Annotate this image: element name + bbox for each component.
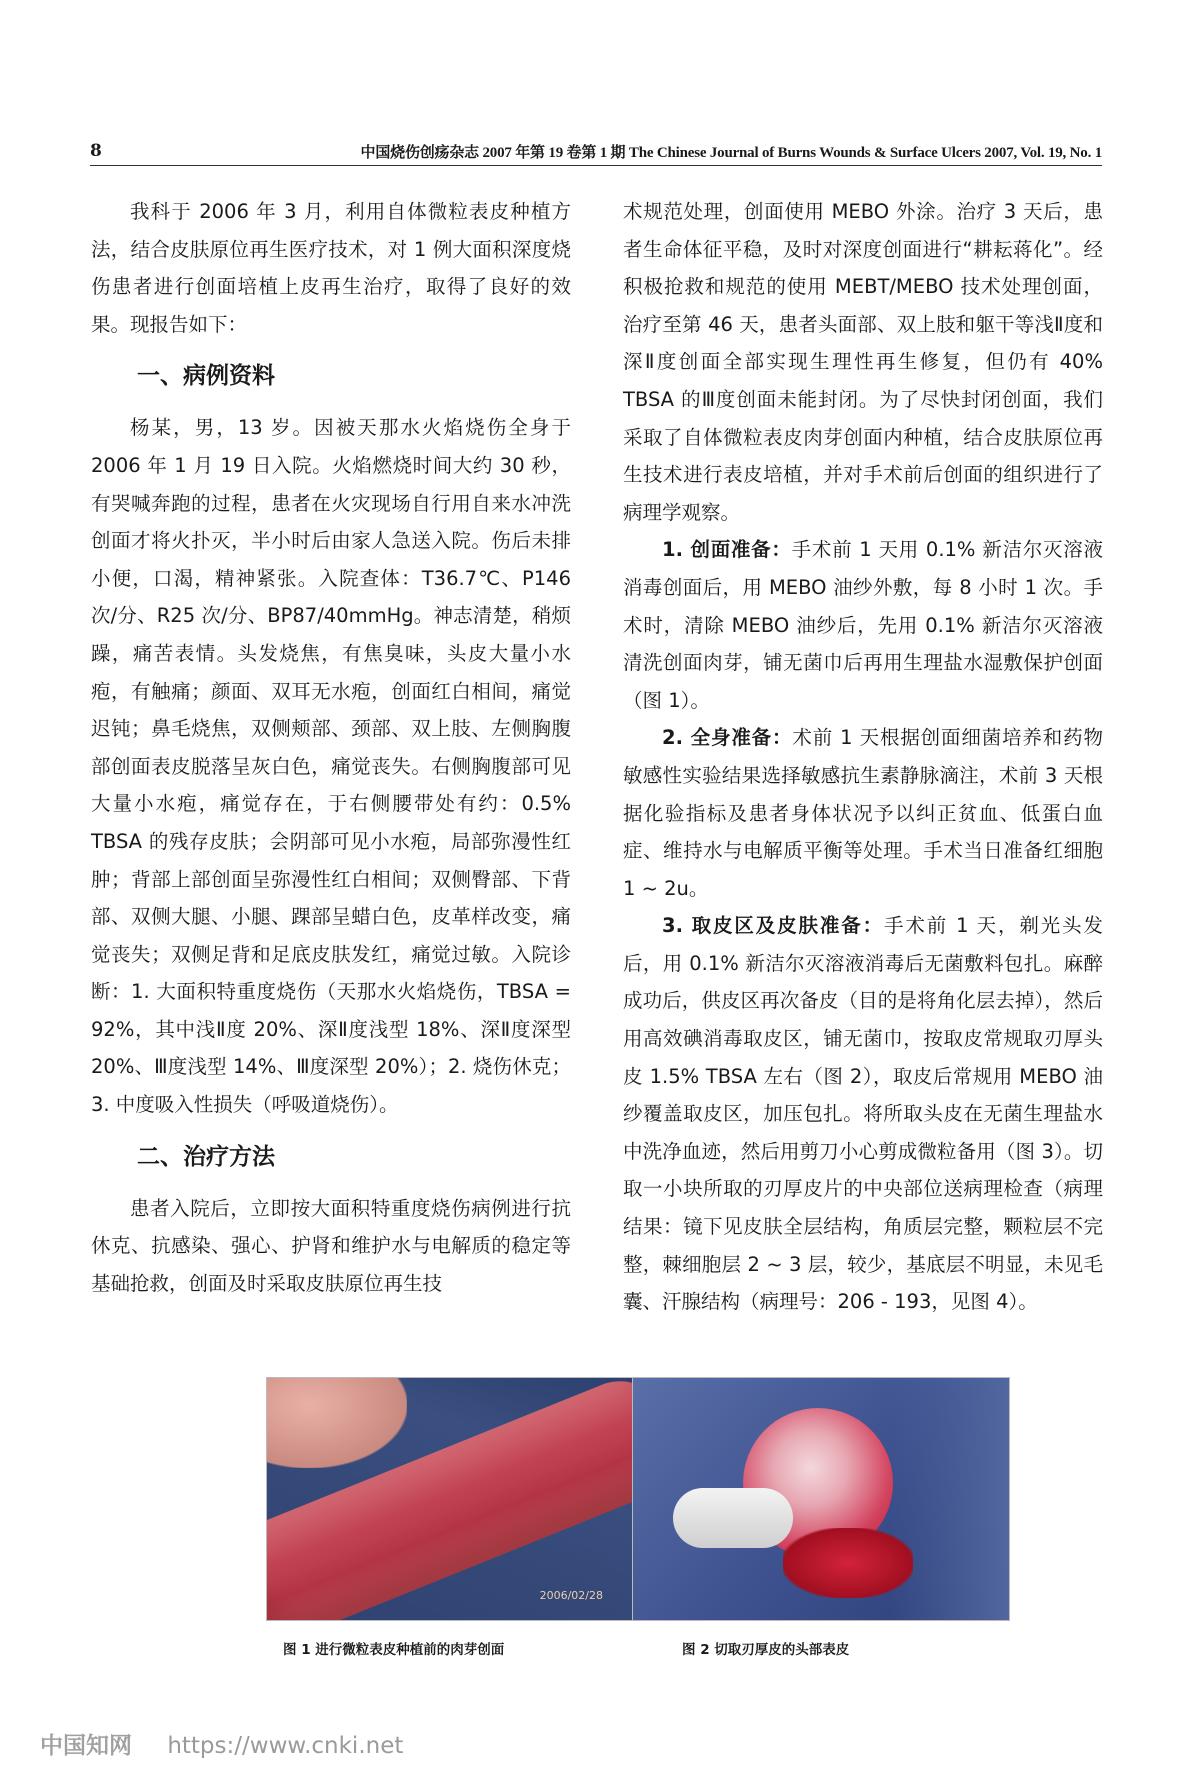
- figure-1-cloth: [267, 1378, 407, 1468]
- figure-1-caption: 图 1 进行微粒表皮种植前的肉芽创面: [283, 1642, 505, 1658]
- figure-2-photo: [632, 1377, 1010, 1621]
- scalp-harvest-image: [633, 1378, 1009, 1620]
- item-donor-prep: [623, 907, 1103, 1321]
- item-systemic-prep-label: 2. 全身准备：: [662, 726, 793, 750]
- item-wound-prep-text: 手术前 1 天用 0.1% 新洁尔灭溶液消毒创面后，用 MEBO 油纱外敷，每 8 小时 1 次。手术时，清除 MEBO 油纱后，先用 0.1% 新洁尔灭溶液清洗创面肉芽，铺无菌巾后再用生理盐水湿敷保护创面（图 1）。: [623, 538, 1104, 712]
- cnki-logo: 中国知网: [40, 1733, 132, 1759]
- intro-paragraph: 我科于 2006 年 3 月，利用自体微粒表皮种植方法，结合皮肤原位再生医疗技术，对 1 例大面积深度烧伤患者进行创面培植上皮再生治疗，取得了良好的效果。现报告如下：: [91, 200, 571, 336]
- item-systemic-prep-text: 术前 1 天根据创面细菌培养和药物敏感性实验结果选择敏感抗生素静脉滴注，术前 3 天根据化验指标及患者身体状况予以纠正贫血、低蛋白血症、维持水与电解质平衡等处理。手术当日准备红细胞 1 ~ 2u。: [623, 726, 1103, 900]
- section-heading-treatment: 二、治疗方法: [137, 1143, 275, 1170]
- figure-2-blood: [783, 1528, 913, 1598]
- case-paragraph: 杨某，男，13 岁。因被天那水火焰烧伤全身于 2006 年 1 月 19 日入院。火焰燃烧时间大约 30 秒，有哭喊奔跑的过程，患者在火灾现场自行用自来水冲洗创面才将火扑灭，半小时后由家人急送入院。伤后未排小便，口渴，精神紧张。入院查体：T36.7℃、P146 次/分、R25 次/分、BP87/40mmHg。神志清楚，稍烦躁，痛苦表情。头发烧焦，有焦臭味，头皮大量小水疱，有触痛；颜面、双耳无水疱，创面红白相间，痛觉迟钝；鼻毛烧焦，双侧颊部、颈部、双上肢、左侧胸腹部创面表皮脱落呈灰白色，痛觉丧失。右侧胸腹部可见大量小水疱，痛觉存在，于右侧腰带处有约：0.5% TBSA 的残存皮肤；会阴部可见小水疱，局部弥漫性红肿；背部上部创面呈弥漫性红白相间；双侧臀部、下背部、双侧大腿、小腿、踝部呈蜡白色，皮革样改变，痛觉丧失；双侧足背和足底皮肤发红，痛觉过敏。入院诊断：1. 大面积特重度烧伤（天那水火焰烧伤，TBSA = 92%，其中浅Ⅱ度 20%、深Ⅱ度浅型 18%、深Ⅱ度深型 20%、Ⅲ度浅型 14%、Ⅲ度深型 20%）；2. 烧伤休克；3. 中度吸入性损失（呼吸道烧伤）。: [91, 416, 571, 1117]
- page-number: 8: [90, 141, 102, 161]
- item-wound-prep: [623, 531, 1103, 719]
- left-column: [91, 193, 571, 1302]
- item-wound-prep-label: 1. 创面准备：: [662, 538, 792, 562]
- figure-1-date-stamp: 2006/02/28: [539, 1589, 603, 1602]
- cnki-url[interactable]: https://www.cnki.net: [167, 1733, 404, 1759]
- item-donor-prep-text: 手术前 1 天，剃光头发后，用 0.1% 新洁尔灭溶液消毒后无菌敷料包扎。麻醉成功后，供皮区再次备皮（目的是将角化层去掉），然后用高效碘消毒取皮区，铺无菌巾，按取皮常规取刃厚头皮 1.5% TBSA 左右（图 2），取皮后常规用 MEBO 油纱覆盖取皮区，加压包扎。将所取头皮在无菌生理盐水中洗净血迹，然后用剪刀小心剪成微粒备用（图 3）。切取一小块所取的刃厚皮片的中央部位送病理检查（病理结果：镜下见皮肤全层结构，角质层完整，颗粒层不完整，棘细胞层 2 ~ 3 层，较少，基底层不明显，未见毛囊、汗腺结构（病理号：206 - 193，见图 4）。: [623, 914, 1103, 1314]
- figure-2-glove: [673, 1488, 793, 1548]
- figure-1-photo: [266, 1377, 644, 1621]
- treatment-paragraph: 患者入院后，立即按大面积特重度烧伤病例进行抗休克、抗感染、强心、护肾和维护水与电解质的稳定等基础抢救，创面及时采取皮肤原位再生技: [91, 1196, 571, 1295]
- item-systemic-prep: [623, 719, 1103, 907]
- section-heading-case: 一、病例资料: [137, 363, 275, 390]
- journal-citation: 中国烧伤创疡杂志 2007 年第 19 卷第 1 期 The Chinese Journal of Burns Wounds & Surface Ulcers 2007, Vol. 19, No. 1: [360, 145, 1102, 161]
- figure-2-drape: [889, 1378, 1009, 1620]
- granulation-wound-image: [267, 1378, 643, 1620]
- continued-paragraph: 术规范处理，创面使用 MEBO 外涂。治疗 3 天后，患者生命体征平稳，及时对深度创面进行“耕耘蒋化”。经积极抢救和规范的使用 MEBT/MEBO 技术处理创面，治疗至第 46 天，患者头面部、双上肢和躯干等浅Ⅱ度和深Ⅱ度创面全部实现生理性再生修复，但仍有 40% TBSA 的Ⅲ度创面未能封闭。为了尽快封闭创面，我们采取了自体微粒表皮肉芽创面内种植，结合皮肤原位再生技术进行表皮培植，并对手术前后创面的组织进行了病理学观察。: [623, 200, 1103, 524]
- footer-watermark: [40, 1727, 403, 1760]
- figure-2-caption: 图 2 切取刃厚皮的头部表皮: [682, 1642, 850, 1658]
- item-donor-prep-label: 3. 取皮区及皮肤准备：: [662, 914, 884, 938]
- running-header: [90, 141, 1102, 166]
- right-column: [623, 193, 1103, 1321]
